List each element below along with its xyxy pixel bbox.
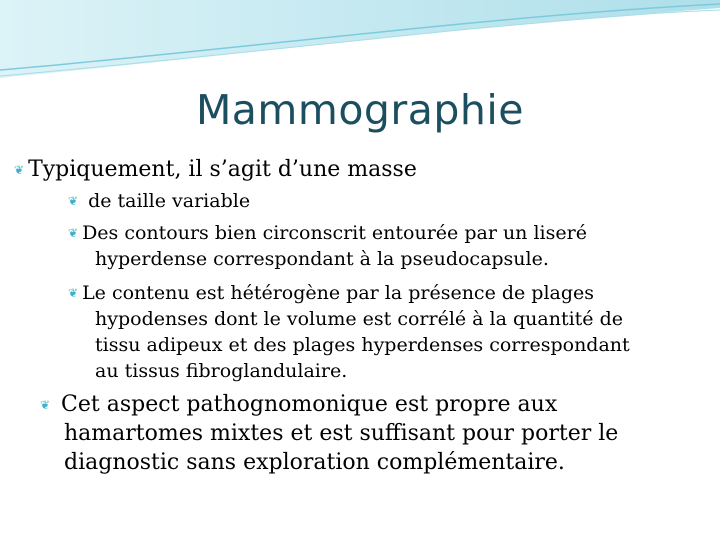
bullet-text: Des contours bien circonscrit entourée par un liseré	[82, 222, 587, 244]
bullet-continuation: diagnostic sans exploration complémentaire.	[64, 450, 565, 475]
bullet-level1	[40, 392, 557, 417]
slide-title: Mammographie	[195, 86, 525, 134]
bullet-continuation: hyperdense correspondant à la pseudocapsule.	[95, 248, 549, 270]
bullet-continuation: tissu adipeux et des plages hyperdenses correspondant	[95, 334, 630, 356]
wave-bullet-icon: ❦	[68, 286, 79, 300]
bullet-text: Typiquement, il s’agit d’une masse	[28, 157, 417, 182]
bullet-continuation: hypodenses dont le volume est corrélé à la quantité de	[95, 308, 623, 330]
wave-bullet-icon: ❦	[68, 226, 79, 240]
bullet-level2	[68, 222, 587, 244]
bullet-level2	[68, 190, 250, 212]
bullet-text: Cet aspect pathognomonique est propre aux	[54, 392, 558, 417]
wave-bullet-icon: ❦	[40, 398, 51, 412]
bullet-continuation: au tissus fibroglandulaire.	[95, 360, 348, 382]
header-wave-decoration	[0, 0, 720, 90]
wave-bullet-icon: ❦	[14, 163, 25, 177]
bullet-text: Le contenu est hétérogène par la présence de plages	[82, 282, 595, 304]
bullet-text: de taille variable	[82, 190, 251, 212]
bullet-level1	[14, 157, 417, 182]
wave-bullet-icon: ❦	[68, 194, 79, 208]
bullet-continuation: hamartomes mixtes et est suffisant pour porter le	[64, 421, 619, 446]
bullet-level2	[68, 282, 594, 304]
